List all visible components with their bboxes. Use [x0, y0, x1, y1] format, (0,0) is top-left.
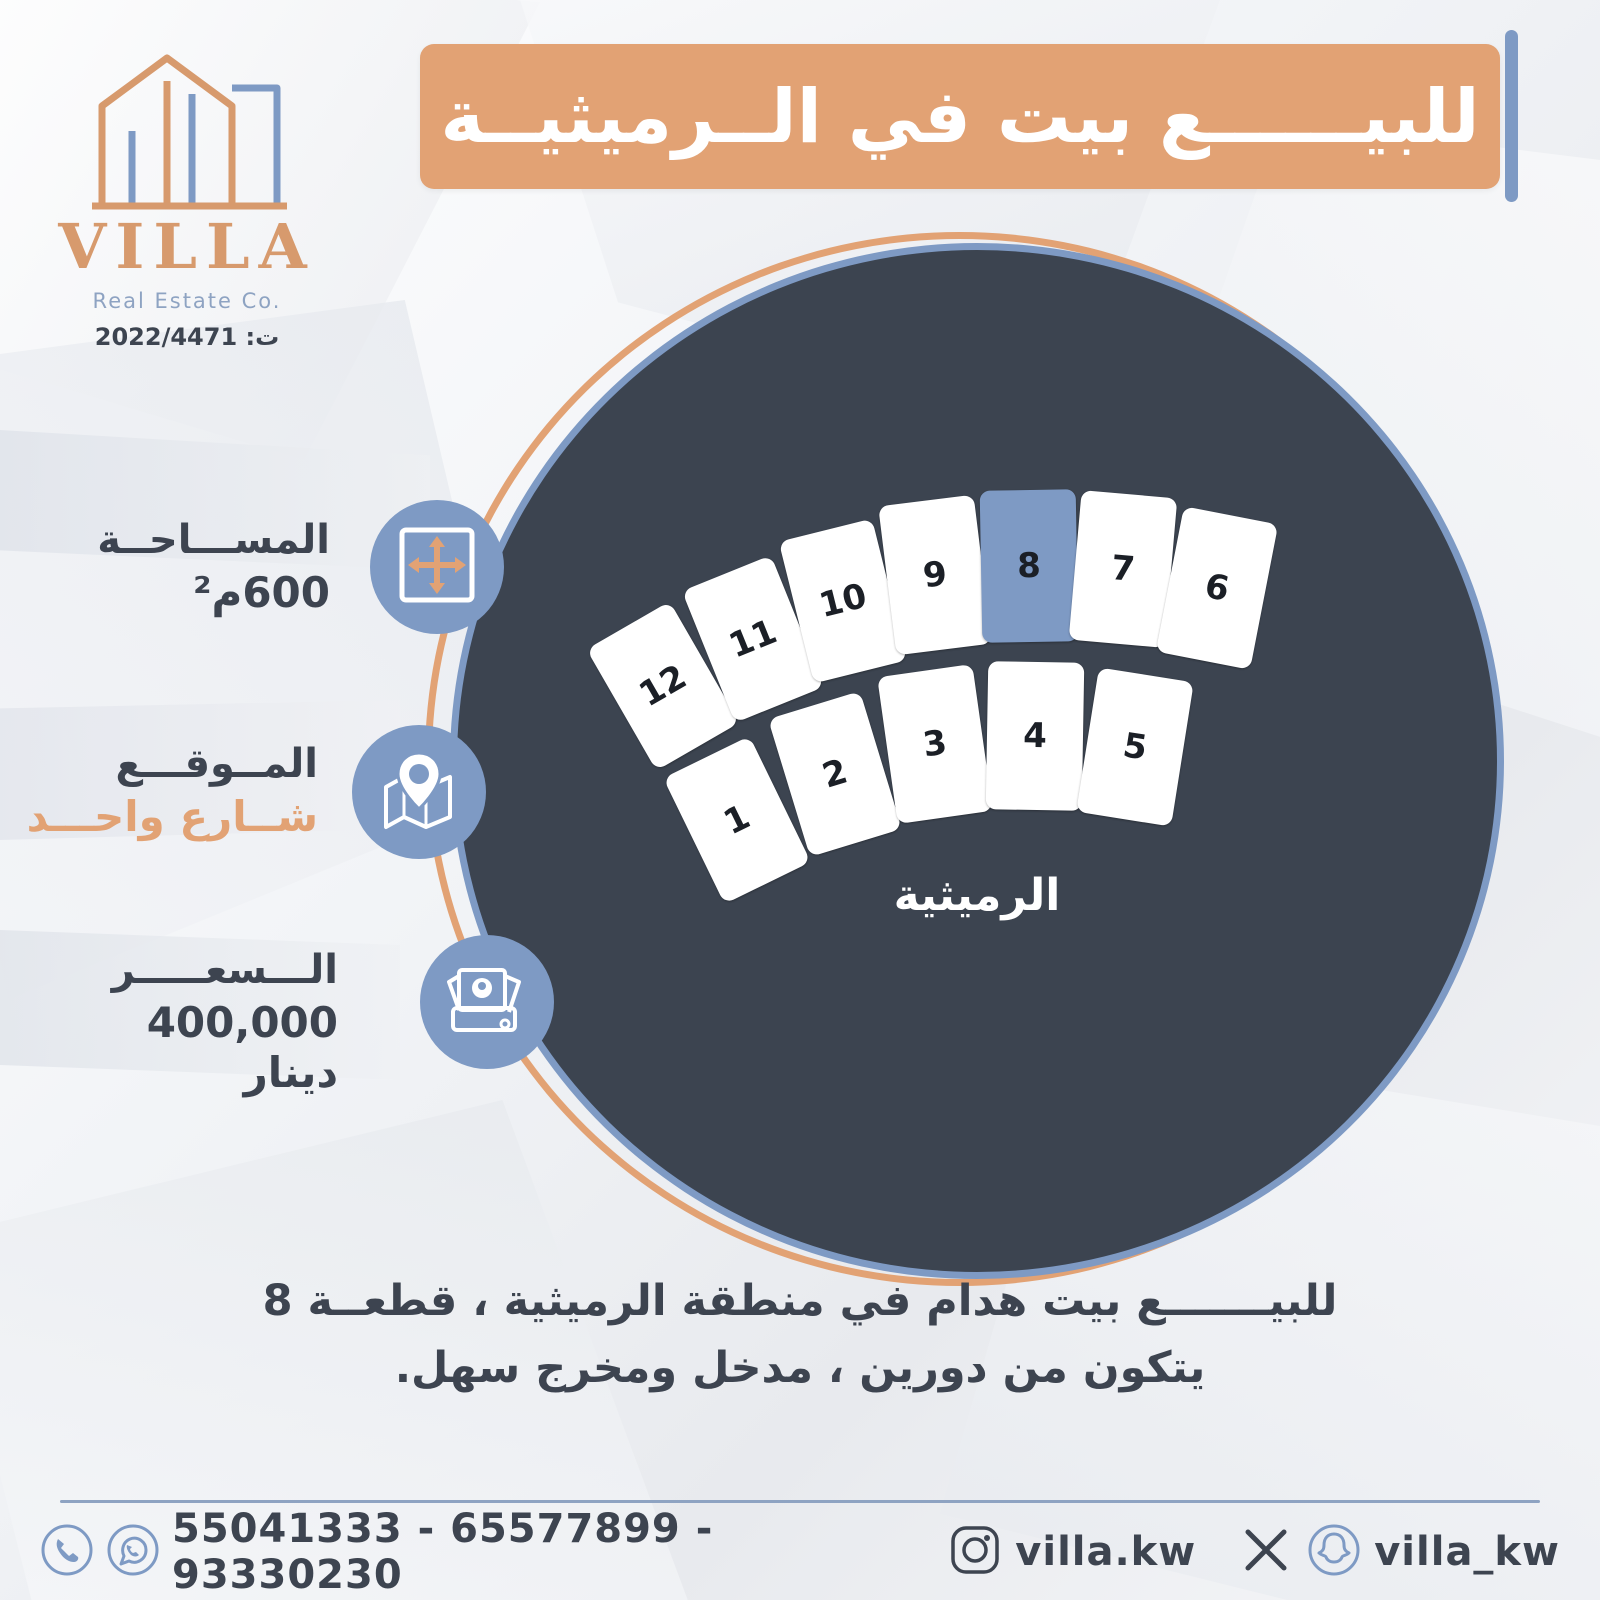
description-block	[120, 1268, 1480, 1401]
plot-10[interactable]: 10	[779, 519, 907, 684]
price-info	[38, 948, 338, 1099]
area-info	[30, 518, 330, 618]
plot-11[interactable]: 11	[682, 555, 824, 723]
plot-5[interactable]: 5	[1076, 667, 1194, 826]
area-label: المســـاحــة	[97, 517, 330, 563]
area-icon-badge	[370, 500, 504, 634]
area-arrows-icon	[396, 524, 478, 610]
logo-subtitle: Real Estate Co.	[92, 289, 282, 313]
price-value: 400,000 دينار	[146, 998, 338, 1098]
plot-8-selected[interactable]: 8	[980, 489, 1079, 643]
footer-contact-bar	[40, 1506, 1560, 1598]
description-line-1: للبيـــــــع بيت هدام في منطقة الرميثية ، قطعــة 8	[262, 1276, 1338, 1326]
x-twitter-icon	[1238, 1522, 1294, 1582]
plot-3[interactable]: 3	[877, 664, 993, 824]
phone-icon	[40, 1523, 94, 1581]
area-value: 600م²	[193, 568, 330, 617]
location-icon-badge	[352, 725, 486, 859]
price-label: الـــسعـــــر	[111, 947, 338, 993]
location-label: المــوقـــع	[115, 741, 318, 787]
title-accent-bar	[1505, 30, 1518, 202]
snapchat-icon	[1306, 1522, 1362, 1582]
location-value: شــارع واحـــد	[26, 792, 318, 841]
plot-4[interactable]: 4	[986, 661, 1085, 811]
plot-6[interactable]: 6	[1156, 506, 1278, 670]
location-info	[18, 742, 318, 842]
map-pin-icon	[376, 747, 462, 837]
money-cash-icon	[443, 956, 531, 1048]
whatsapp-icon	[106, 1523, 160, 1581]
x-snapchat-contact[interactable]	[1238, 1522, 1560, 1582]
logo-wordmark: VILLA	[58, 210, 316, 283]
logo-license: ت: 2022/4471	[94, 323, 280, 351]
instagram-handle: villa.kw	[1015, 1529, 1197, 1575]
company-logo	[52, 30, 322, 360]
phone-contact[interactable]	[40, 1506, 901, 1598]
headline-banner	[420, 44, 1500, 189]
plot-12[interactable]: 12	[586, 601, 739, 770]
x-snap-handle: villa_kw	[1374, 1529, 1560, 1575]
plot-7[interactable]: 7	[1069, 490, 1178, 648]
map-area-label: الرميثية	[893, 870, 1061, 921]
instagram-contact[interactable]	[947, 1522, 1196, 1582]
phone-numbers: 55041333 - 65577899 - 93330230	[172, 1506, 714, 1598]
plot-9[interactable]: 9	[878, 495, 992, 656]
plot-1[interactable]: 1	[663, 736, 811, 904]
map-circle	[450, 243, 1504, 1279]
page-title: للبيــــــع بيت في الــرميثيــة	[440, 73, 1480, 160]
instagram-icon	[947, 1522, 1003, 1582]
footer-divider	[60, 1500, 1540, 1503]
villa-buildings-logo-icon	[72, 36, 302, 216]
description-line-2: يتكون من دورين ، مدخل ومخرج سهل.	[394, 1342, 1206, 1393]
price-icon-badge	[420, 935, 554, 1069]
plot-2[interactable]: 2	[768, 691, 902, 857]
